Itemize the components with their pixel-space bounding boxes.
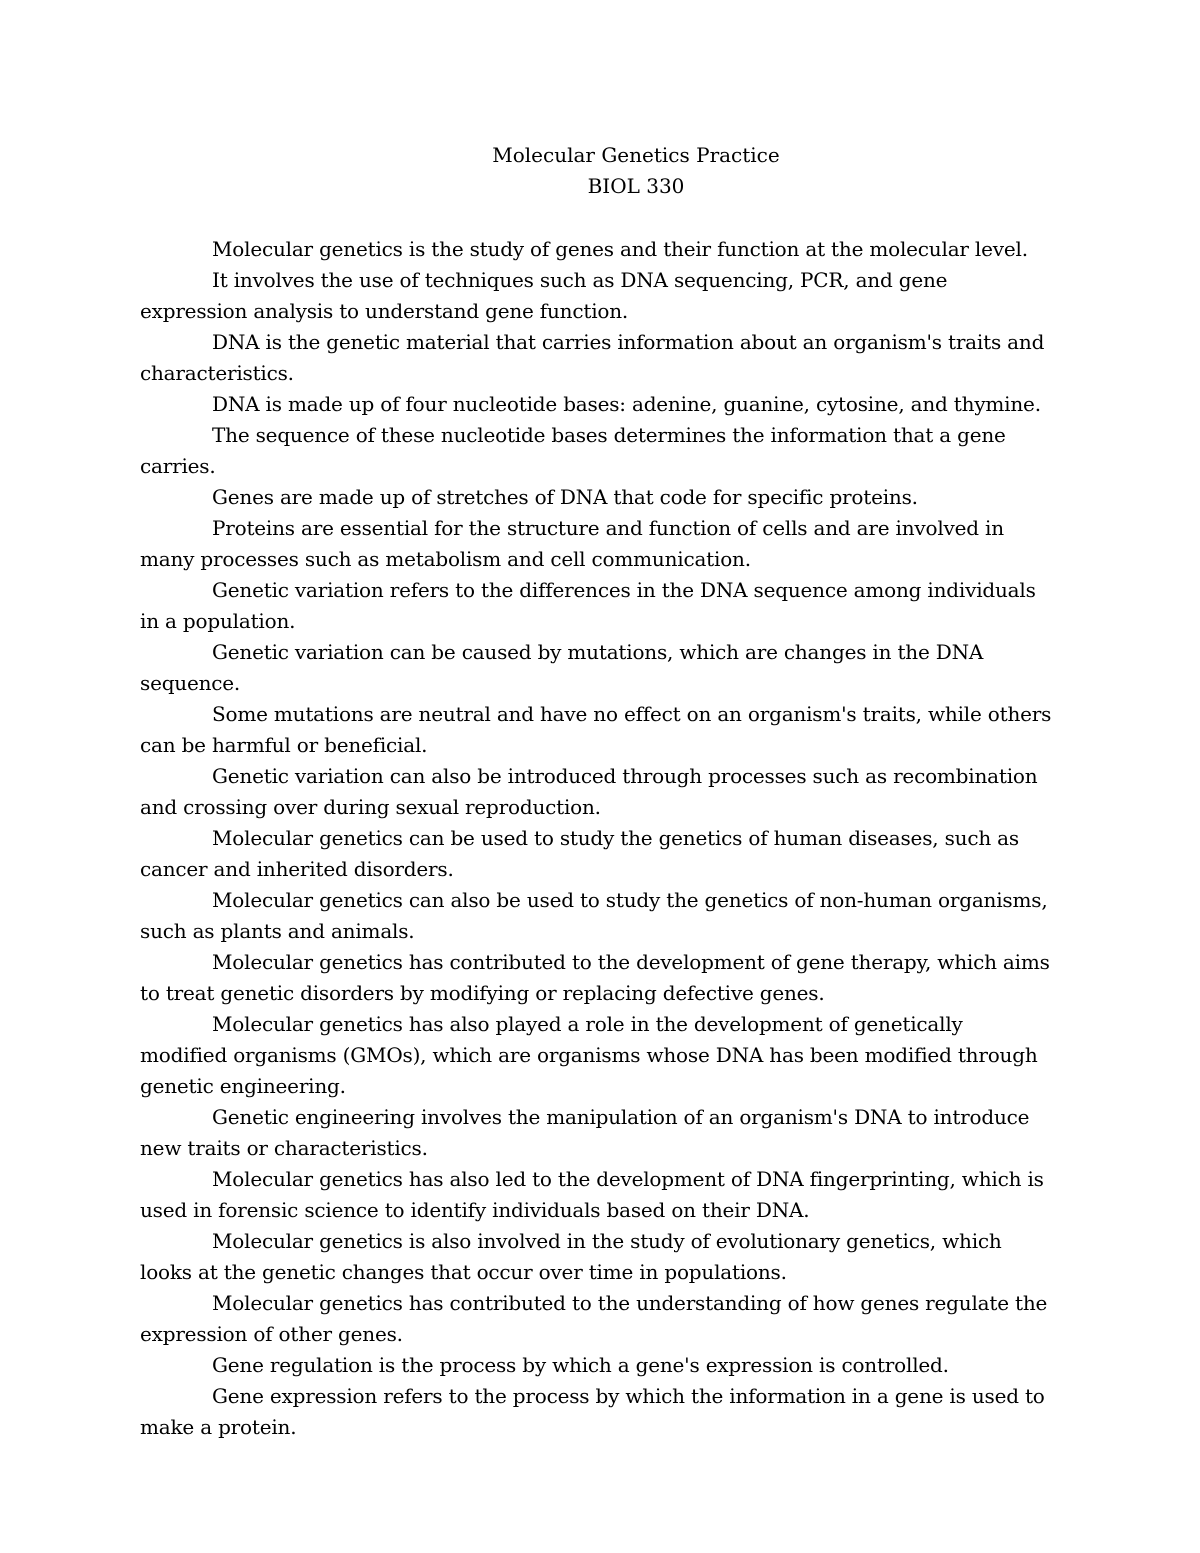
document-title: Molecular Genetics Practice [492, 143, 780, 167]
paragraph: Genes are made up of stretches of DNA that code for specific proteins. [212, 485, 918, 509]
document-header [0, 140, 1200, 202]
paragraph: Molecular genetics has also played a role in the development of genetically modified organisms (GMOs), which are organisms whose DNA has been modified through genetic engineering. [140, 1012, 1038, 1098]
paragraph: Gene expression refers to the process by which the information in a gene is used to make a protein. [140, 1384, 1045, 1439]
paragraph: Molecular genetics has contributed to the understanding of how genes regulate the expression of other genes. [140, 1291, 1048, 1346]
paragraph: Molecular genetics can also be used to study the genetics of non-human organisms, such as plants and animals. [140, 888, 1048, 943]
paragraph: Some mutations are neutral and have no effect on an organism's traits, while others can be harmful or beneficial. [140, 702, 1052, 757]
course-code: BIOL 330 [587, 174, 685, 198]
paragraph: It involves the use of techniques such as DNA sequencing, PCR, and gene expression analysis to understand gene function. [140, 268, 948, 323]
paragraph: Molecular genetics is also involved in the study of evolutionary genetics, which looks at the genetic changes that occur over time in populations. [140, 1229, 1002, 1284]
document-body [140, 234, 1055, 1443]
paragraph: Genetic variation refers to the differences in the DNA sequence among individuals in a population. [140, 578, 1036, 633]
paragraph: DNA is the genetic material that carries information about an organism's traits and characteristics. [140, 330, 1045, 385]
paragraph: The sequence of these nucleotide bases determines the information that a gene carries. [140, 423, 1006, 478]
paragraph: Molecular genetics has contributed to the development of gene therapy, which aims to treat genetic disorders by modifying or replacing defective genes. [140, 950, 1050, 1005]
paragraph: Genetic engineering involves the manipulation of an organism's DNA to introduce new traits or characteristics. [140, 1105, 1030, 1160]
paragraph: Molecular genetics has also led to the development of DNA fingerprinting, which is used in forensic science to identify individuals based on their DNA. [140, 1167, 1044, 1222]
paragraph: Genetic variation can be caused by mutations, which are changes in the DNA sequence. [140, 640, 984, 695]
paragraph: DNA is made up of four nucleotide bases: adenine, guanine, cytosine, and thymine. [212, 392, 1041, 416]
paragraph: Molecular genetics can be used to study the genetics of human diseases, such as cancer and inherited disorders. [140, 826, 1019, 881]
paragraph: Gene regulation is the process by which a gene's expression is controlled. [212, 1353, 949, 1377]
paragraph: Genetic variation can also be introduced through processes such as recombination and crossing over during sexual reproduction. [140, 764, 1038, 819]
paragraph: Proteins are essential for the structure and function of cells and are involved in many processes such as metabolism and cell communication. [140, 516, 1004, 571]
paragraph: Molecular genetics is the study of genes and their function at the molecular level. [212, 237, 1028, 261]
